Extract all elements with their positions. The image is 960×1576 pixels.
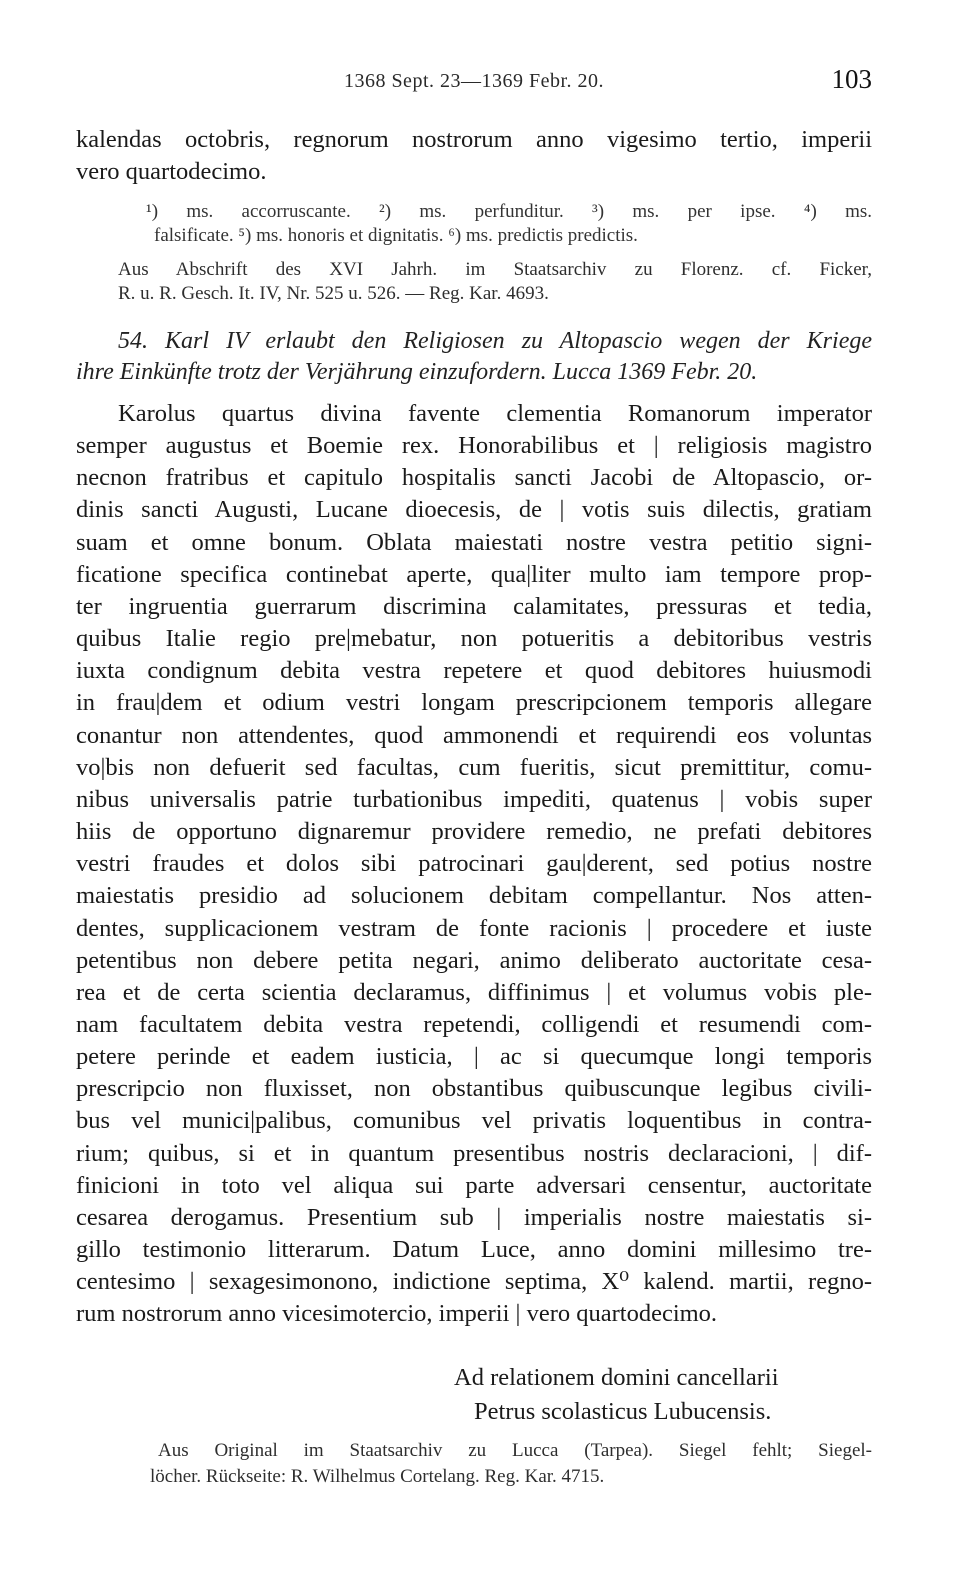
text-line: petere perinde et eadem iusticia, | ac si quecumque longi temporis — [76, 1043, 872, 1071]
text-line: ficatione specifica continebat aperte, qua|liter multo iam tempore prop- — [76, 560, 872, 588]
document-heading — [76, 326, 872, 388]
text-line: conantur non attendentes, quod ammonendi et requirendi eos voluntas — [76, 721, 872, 749]
previous-document-ending — [76, 124, 872, 187]
footnotes — [146, 200, 872, 248]
text-line: vo|bis non defuerit sed facultas, cum fueritis, sicut premittitur, comu- — [76, 753, 872, 781]
text-line: vero quartodecimo. — [76, 157, 267, 185]
page-header — [76, 62, 872, 102]
signature-line-2: Petrus scolasticus Lubucensis. — [474, 1398, 772, 1425]
running-head: 1368 Sept. 23—1369 Febr. 20. — [343, 70, 605, 92]
text-line: dinis sancti Augusti, Lucane dioecesis, de | votis suis dilectis, gratiam — [76, 496, 872, 524]
text-line: kalendas octobris, regnorum nostrorum anno vigesimo tertio, imperii — [76, 126, 872, 153]
text-line: suam et omne bonum. Oblata maiestati nostre vestra petitio signi- — [76, 528, 872, 556]
footnote-line: falsificate. ⁵) ms. honoris et dignitatis. ⁶) ms. predictis predictis. — [154, 225, 638, 246]
closing-source-note — [150, 1438, 872, 1490]
text-line: in frau|dem et odium vestri longam prescripcionem temporis allegare — [76, 689, 872, 717]
source-line: Aus Abschrift des XVI Jahrh. im Staatsarchiv zu Florenz. cf. Ficker, — [118, 259, 872, 280]
text-line: cesarea derogamus. Presentium sub | imperialis nostre maiestatis si- — [76, 1203, 872, 1231]
text-line: iuxta condignum debita vestra repetere et quod debitores huiusmodi — [76, 657, 872, 685]
signature-line-1: Ad relationem domini cancellarii — [454, 1364, 779, 1391]
text-line: quibus Italie regio pre|mebatur, non potueritis a debitoribus vestris — [76, 625, 872, 653]
source-line: löcher. Rückseite: R. Wilhelmus Cortelang. Reg. Kar. 4715. — [150, 1466, 605, 1487]
text-line: gillo testimonio litterarum. Datum Luce, anno domini millesimo tre- — [76, 1236, 872, 1264]
text-line: maiestatis presidio ad solucionem debitam compellantur. Nos atten- — [76, 882, 872, 910]
heading-line: 54. Karl IV erlaubt den Religiosen zu Altopascio wegen der Kriege — [118, 328, 872, 354]
text-line: rea et de certa scientia declaramus, diffinimus | et volumus vobis ple- — [76, 978, 872, 1006]
text-line: petentibus non debere petita negari, animo deliberato auctoritate cesa- — [76, 946, 872, 974]
text-line: dentes, supplicacionem vestram de fonte racionis | procedere et iuste — [76, 914, 872, 942]
text-line: vestri fraudes et dolos sibi patrocinari gau|derent, sed potius nostre — [76, 850, 872, 878]
text-line: semper augustus et Boemie rex. Honorabilibus et | religiosis magistro — [76, 432, 872, 460]
text-line: bus vel munici|palibus, comunibus vel privatis loquentibus in contra- — [76, 1107, 872, 1135]
text-line: nam facultatem debita vestra repetendi, colligendi et resumendi com- — [76, 1010, 872, 1038]
document-body — [76, 398, 872, 1331]
source-note — [118, 258, 872, 306]
page-number: 103 — [831, 64, 872, 94]
text-line: necnon fratribus et capitulo hospitalis sancti Jacobi de Altopascio, or- — [76, 464, 872, 492]
source-line: Aus Original im Staatsarchiv zu Lucca (Tarpea). Siegel fehlt; Siegel- — [158, 1440, 872, 1461]
text-line: Karolus quartus divina favente clementia Romanorum imperator — [118, 400, 872, 427]
text-line: ter ingruentia guerrarum discrimina calamitates, pressuras et tedia, — [76, 592, 872, 620]
text-line: hiis de opportuno dignaremur providere remedio, ne prefati debitores — [76, 818, 872, 846]
text-line: prescripcio non fluxisset, non obstantibus quibuscunque legibus civili- — [76, 1075, 872, 1103]
text-line: nibus universalis patrie turbationibus impediti, quatenus | vobis super — [76, 785, 872, 813]
text-line: finicioni in toto vel aliqua sui parte adversari censentur, auctoritate — [76, 1171, 872, 1199]
text-line: centesimo | sexagesimonono, indictione septima, X⁰ kalend. martii, regno- — [76, 1268, 872, 1296]
heading-line: ihre Einkünfte trotz der Verjährung einzufordern. Lucca 1369 Febr. 20. — [76, 359, 758, 385]
footnote-line: ¹) ms. accorruscante. ²) ms. perfunditur. ³) ms. per ipse. ⁴) ms. — [146, 201, 872, 222]
text-line: rium; quibus, si et in quantum presentibus nostris declaracioni, | dif- — [76, 1139, 872, 1167]
text-line: rum nostrorum anno vicesimotercio, imperii | vero quartodecimo. — [76, 1300, 718, 1328]
source-line: R. u. R. Gesch. It. IV, Nr. 525 u. 526. — Reg. Kar. 4693. — [118, 283, 549, 304]
